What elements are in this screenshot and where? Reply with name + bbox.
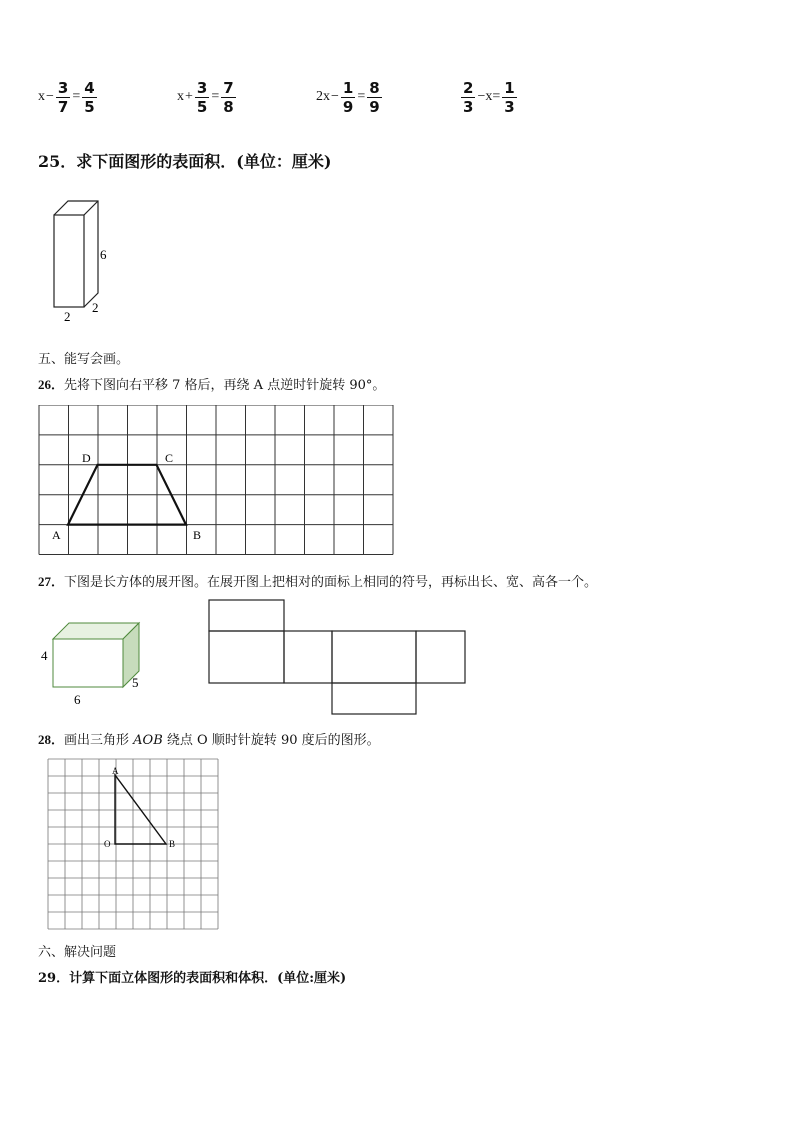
point-c-label: C [165,451,174,465]
cuboid-figure-q25 [40,195,140,330]
question-number: 28． [38,732,65,747]
cuboid-back-edges [54,201,98,307]
triangle-aob [115,775,166,844]
net-face-bottom [332,683,416,714]
cuboid-top-edge [84,201,98,215]
point-b-label: B [193,528,202,542]
question-text: 画出三角形 [64,733,134,748]
dim-depth-label: 2 [92,300,99,315]
equation-3 [316,74,383,120]
fraction: $\frac{7}{8}$ [223,78,234,116]
question-29 [38,967,346,986]
question-text: 求下面图形的表面积．(单位：厘米) [76,152,332,171]
fraction: $\frac{1}{9}$ [342,78,354,116]
net-face-top [209,600,284,631]
section-6-heading: 六、解决问题 [38,945,117,960]
dim-length-label: 6 [74,692,81,707]
question-number: 25． [38,152,77,171]
point-b-label: B [169,839,176,849]
cuboid-front-face [53,639,123,687]
point-o-label: O [104,839,111,849]
equation-4 [460,74,518,120]
question-28 [38,729,380,748]
eq-variable: x [38,89,45,104]
question-text: 计算下面立体图形的表面积和体积．(单位:厘米) [69,971,347,986]
net-face-1 [209,631,284,683]
eq-operator: − [331,89,339,104]
point-a-label: A [112,766,119,776]
question-27 [38,571,597,590]
question-number: 27． [38,574,65,589]
grid-lines [39,405,393,555]
question-text: 先将下图向右平移 7 格后，再绕 A 点逆时针旋转 90°。 [64,378,386,393]
fraction: $\frac{1}{3}$ [504,78,515,116]
eq-equals: = [357,89,366,104]
net-face-4 [416,631,465,683]
question-number: 26． [38,377,65,392]
point-a-label: A [52,528,61,542]
cuboid-front-face [54,215,84,307]
eq-variable: 2x [316,89,330,104]
grid-q26 [38,405,396,557]
question-text: 绕点 O 顺时针旋转 90 度后的图形。 [162,733,380,748]
dim-width-label: 2 [64,309,71,324]
triangle-name: AOB [133,733,163,748]
net-face-3 [332,631,416,683]
eq-operator: + [185,89,193,104]
question-text: 下图是长方体的展开图。在展开图上把相对的面标上相同的符号，再标出长、宽、高各一个。 [64,575,598,590]
question-26 [38,374,385,393]
section-5-heading: 五、能写会画。 [38,352,130,367]
grid-q28 [47,758,219,930]
point-d-label: D [82,451,91,465]
cuboid-figure-q27 [38,615,148,710]
equation-2 [177,74,237,120]
eq-variable: x [177,89,184,104]
cuboid-net-q27 [205,598,470,718]
question-25 [38,149,331,172]
eq-equals: = [72,89,81,104]
fraction: $\frac{8}{9}$ [369,78,380,116]
equation-1 [38,74,98,120]
fraction: $\frac{4}{5}$ [84,78,95,116]
eq-equals: = [211,89,220,104]
fraction: $\frac{3}{7}$ [57,78,69,116]
fraction: $\frac{3}{5}$ [196,78,208,116]
eq-operator: −x= [477,89,501,104]
dim-width-label: 5 [132,675,139,690]
net-face-2 [284,631,332,683]
eq-operator: − [46,89,54,104]
dim-height-label: 6 [100,247,107,262]
question-number: 29． [38,971,70,986]
dim-height-label: 4 [41,648,48,663]
fraction: $\frac{2}{3}$ [463,78,474,116]
